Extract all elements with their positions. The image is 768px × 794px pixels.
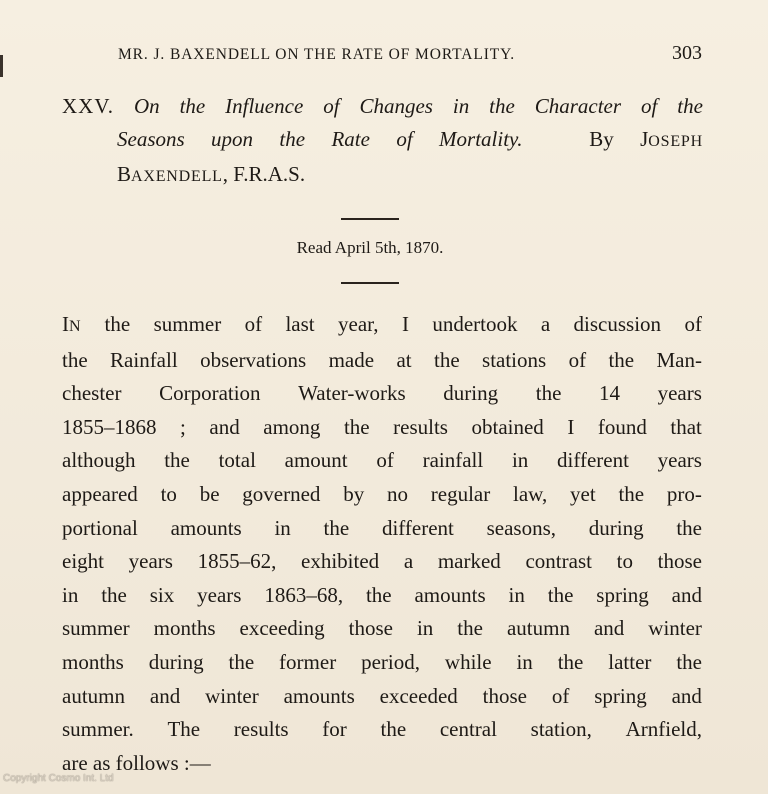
body-word: pro- [666, 481, 702, 506]
page-number: 303 [672, 42, 702, 64]
read-date: Read April 5th, 1870. [296, 238, 444, 257]
body-word: the [228, 649, 255, 674]
body-line [62, 478, 702, 512]
body-word: a [540, 312, 551, 336]
body-word: be [199, 481, 220, 506]
body-word: in [274, 515, 291, 540]
body-word: Arnfield, [625, 717, 702, 742]
body-word: the [104, 312, 131, 336]
body-word: the [323, 515, 350, 540]
body-word: I [567, 414, 575, 439]
title-word: upon [211, 127, 254, 151]
body-word: by [343, 481, 365, 506]
body-word: in [416, 616, 434, 641]
body-word: a [403, 549, 414, 574]
title-line-3 [62, 158, 703, 193]
title-word: Mortality. [439, 127, 523, 151]
body-word: during [588, 515, 644, 540]
body-word: amounts [283, 683, 355, 708]
body-word: of [551, 683, 570, 708]
body-line [62, 308, 702, 344]
body-word: in [516, 649, 533, 674]
body-line [62, 411, 702, 445]
body-word: the [164, 448, 190, 473]
body-word: last [285, 312, 315, 336]
body-word: portional [62, 515, 138, 540]
body-word: months [62, 649, 124, 674]
body-word: summer [62, 616, 130, 641]
body-word: no [387, 481, 408, 506]
body-word: different [381, 515, 454, 540]
copyright-watermark: Copyright Cosmo Int. Ltd [3, 773, 114, 784]
title-word: of [323, 94, 340, 118]
body-word: the [676, 515, 702, 540]
article-number: XXV. [62, 94, 115, 118]
body-word: ; [180, 414, 186, 439]
divider-rule-bottom [341, 282, 399, 284]
body-word: Water-works [298, 381, 406, 406]
opening-word: IN [62, 312, 82, 336]
body-line [62, 344, 702, 378]
body-word: Man- [656, 347, 702, 372]
body-word: winter [648, 616, 702, 641]
body-line [62, 444, 702, 478]
body-word: the [618, 481, 645, 506]
body-word: those [657, 549, 702, 574]
body-word: the [101, 582, 127, 607]
body-word: the [557, 649, 584, 674]
title-word: of [640, 94, 658, 118]
body-word: and [209, 414, 240, 439]
body-word: 1863–68, [264, 582, 344, 607]
body-word: the [608, 347, 635, 372]
author-first-name: JOSEPH [640, 127, 703, 151]
title-word: of [396, 127, 413, 151]
body-word: appeared [62, 481, 138, 506]
body-word: among [263, 414, 321, 439]
title-word: Character [534, 94, 622, 118]
body-word: central [439, 717, 497, 742]
body-word: former [279, 649, 337, 674]
title-word: Rate [331, 127, 370, 151]
body-word: of [244, 312, 263, 336]
body-word: the [343, 414, 370, 439]
title-word: in [452, 94, 470, 118]
body-word: winter [205, 683, 259, 708]
body-word: during [148, 649, 204, 674]
body-word: stations [482, 347, 547, 372]
body-word: at [396, 347, 412, 372]
body-word: the [676, 649, 702, 674]
running-head-title: MR. J. BAXENDELL ON THE RATE OF MORTALITY. [118, 46, 516, 63]
body-word: governed [242, 481, 321, 506]
body-word: and [671, 683, 702, 708]
body-line [62, 680, 702, 714]
body-word: autumn [506, 616, 570, 641]
body-word: the [547, 582, 574, 607]
body-word: years [128, 549, 173, 574]
title-word: Seasons [117, 127, 185, 151]
body-word: although [62, 448, 136, 473]
body-word: and [149, 683, 181, 708]
body-line [62, 646, 702, 680]
body-word: regular [430, 481, 491, 506]
body-word: the [457, 616, 483, 641]
title-word: the [489, 94, 515, 118]
page-edge-mark [0, 55, 3, 77]
body-word: years [657, 448, 702, 473]
body-word: latter [608, 649, 652, 674]
body-word: of [568, 347, 587, 372]
body-word: period, [361, 649, 420, 674]
body-word: in [62, 582, 79, 607]
body-word: for [322, 717, 347, 742]
body-word: amount [284, 448, 348, 473]
body-line [62, 545, 702, 579]
title-line-1 [62, 90, 703, 123]
body-line [62, 377, 702, 411]
body-word: the [535, 381, 562, 406]
body-word: in [508, 582, 525, 607]
body-word: six [149, 582, 175, 607]
body-word: summer [153, 312, 222, 336]
title-word: the [677, 94, 703, 118]
body-word: exceeded [379, 683, 458, 708]
body-word: obtained [471, 414, 544, 439]
body-word: Rainfall [110, 347, 178, 372]
body-word: law, [513, 481, 548, 506]
body-word: chester [62, 381, 122, 406]
body-word: discussion [573, 312, 662, 336]
body-line [62, 612, 702, 646]
title-word: Influence [225, 94, 304, 118]
author-credentials: , F.R.A.S. [222, 162, 306, 186]
body-word: rainfall [422, 448, 484, 473]
body-line [62, 512, 702, 546]
body-word: the [433, 347, 460, 372]
body-word: spring [594, 683, 647, 708]
body-last-line: are as follows :— [62, 750, 211, 775]
body-word: 1855–62, [197, 549, 277, 574]
body-word: year, [338, 312, 379, 336]
body-word: amounts [414, 582, 486, 607]
article-title [62, 90, 703, 193]
body-word: of [376, 448, 394, 473]
body-word: made [328, 347, 375, 372]
body-word: those [482, 683, 527, 708]
body-word: those [348, 616, 393, 641]
body-word: results [393, 414, 448, 439]
by-label: By [589, 127, 614, 151]
body-word: exceeding [239, 616, 325, 641]
body-word: that [670, 414, 702, 439]
body-word: to [616, 549, 633, 574]
body-word: 14 [599, 381, 620, 406]
body-word: to [160, 481, 177, 506]
title-word: Changes [359, 94, 433, 118]
body-word: in [511, 448, 529, 473]
body-word: undertook [432, 312, 518, 336]
body-word: exhibited [301, 549, 380, 574]
body-word: spring [596, 582, 649, 607]
body-word: and [593, 616, 625, 641]
body-word: The [167, 717, 201, 742]
body-word: years [657, 381, 702, 406]
body-line [62, 579, 702, 613]
body-word: the [380, 717, 407, 742]
body-word: I [401, 312, 409, 336]
body-word: Corporation [159, 381, 261, 406]
title-word: On [133, 94, 160, 118]
body-word: the [365, 582, 392, 607]
body-word: autumn [62, 683, 125, 708]
title-word: the [279, 127, 306, 151]
body-word: while [444, 649, 492, 674]
body-word: marked [437, 549, 501, 574]
body-word: seasons, [486, 515, 557, 540]
title-line-2 [62, 123, 703, 158]
body-word: months [153, 616, 216, 641]
author-last-name: BAXENDELL [117, 162, 223, 186]
body-word: of [684, 312, 702, 336]
divider-rule-top [341, 218, 399, 220]
body-word: during [443, 381, 499, 406]
body-word: the [62, 347, 88, 372]
body-word: found [597, 414, 647, 439]
title-word: the [179, 94, 206, 118]
body-word: contrast [525, 549, 592, 574]
body-word: station, [530, 717, 592, 742]
body-word: and [671, 582, 702, 607]
body-word: 1855–1868 [62, 414, 157, 439]
body-word: years [197, 582, 242, 607]
body-word: observations [200, 347, 307, 372]
body-word: eight [62, 549, 104, 574]
body-line [62, 713, 702, 747]
body-word: results [233, 717, 289, 742]
running-header [118, 44, 702, 68]
body-word: different [557, 448, 629, 473]
body-word: amounts [170, 515, 242, 540]
body-word: yet [570, 481, 596, 506]
body-word: total [218, 448, 256, 473]
body-paragraph [62, 308, 702, 780]
body-word: summer. [62, 717, 134, 742]
